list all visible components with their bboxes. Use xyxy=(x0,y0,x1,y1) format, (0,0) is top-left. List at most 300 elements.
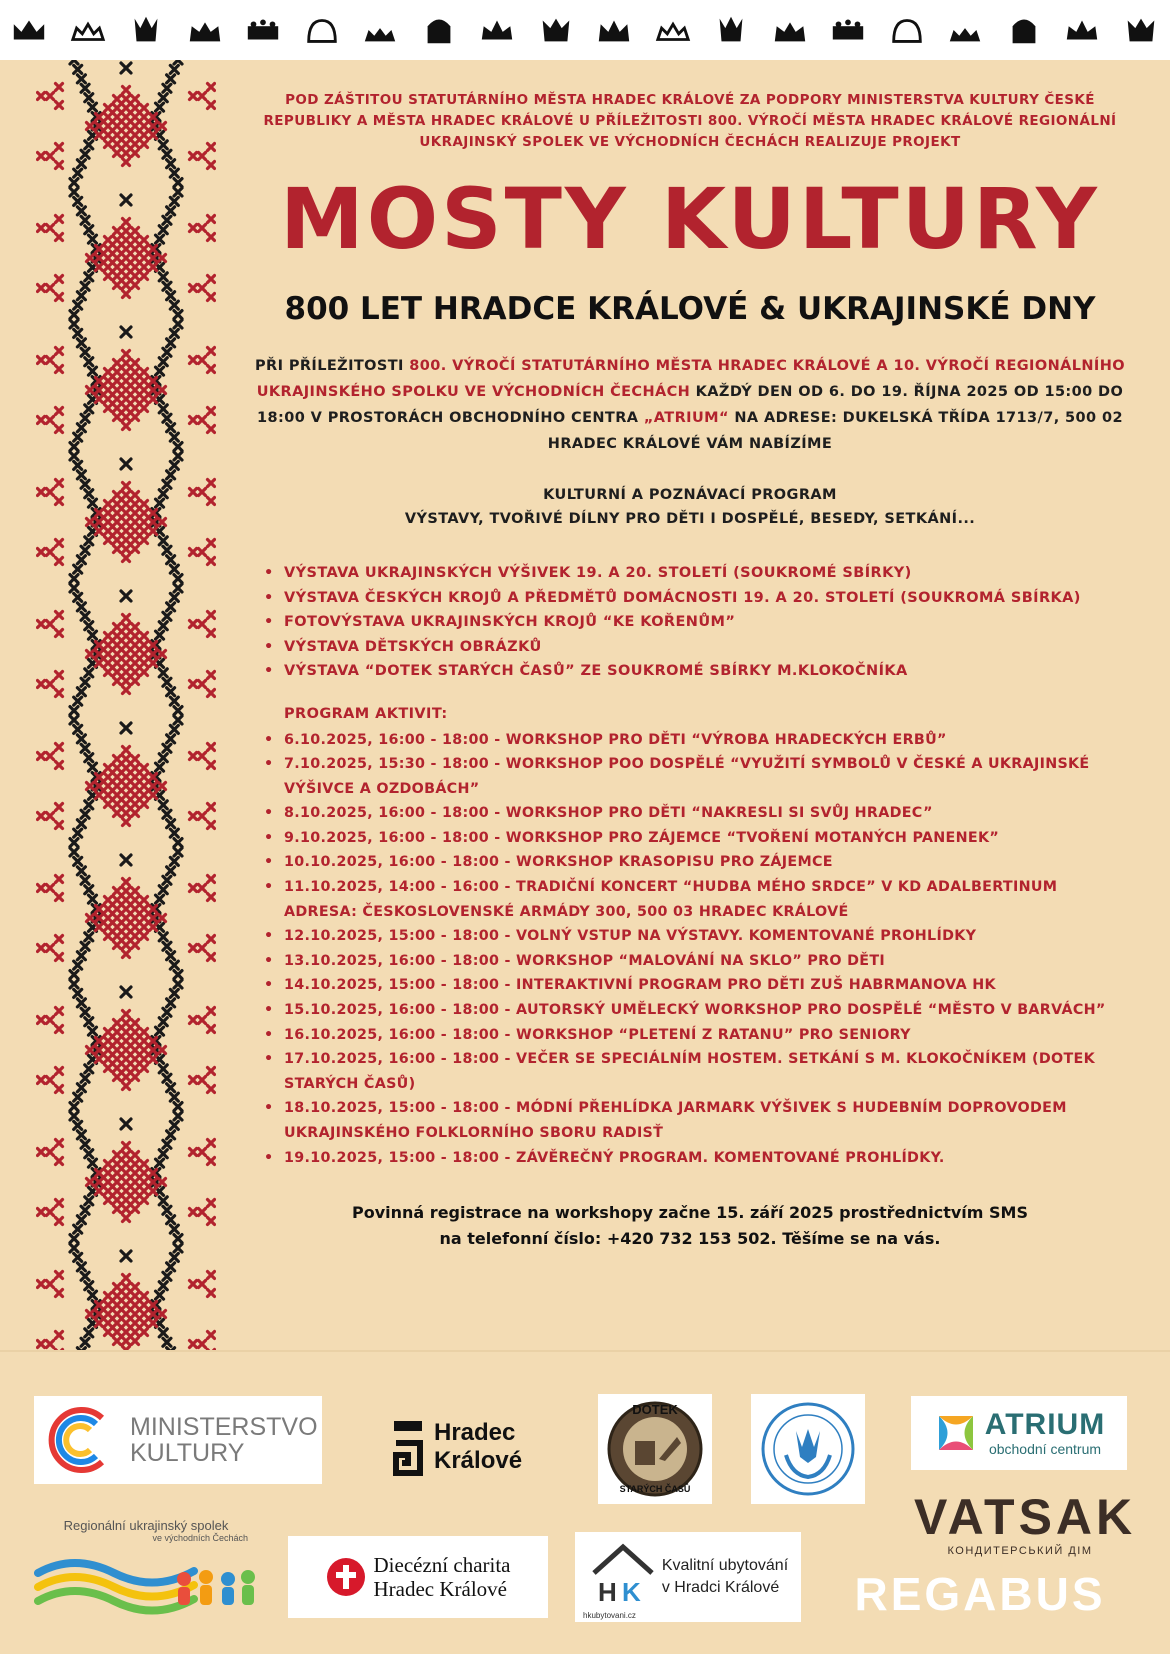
stitch xyxy=(132,369,139,376)
stitch xyxy=(170,697,178,705)
program-intro-line: VÝSTAVY, TVOŘIVÉ DÍLNY PRO DĚTI I DOSPĚLÉ, BESEDY, SETKÁNÍ... xyxy=(404,511,976,527)
stitch xyxy=(208,480,215,487)
stitch xyxy=(38,885,45,892)
stitch xyxy=(132,1029,139,1036)
stitch xyxy=(47,417,54,424)
stitch xyxy=(70,1103,78,1111)
stitch xyxy=(199,357,206,364)
stitch xyxy=(123,291,130,298)
atrium-name: ATRIUM xyxy=(984,1408,1106,1441)
stitch xyxy=(174,716,182,724)
stitch xyxy=(123,1074,130,1081)
stitch xyxy=(114,651,121,658)
stitch xyxy=(114,237,121,244)
page-title: MOSTY KULTURY xyxy=(280,170,1100,268)
stitch xyxy=(141,792,148,799)
stitch xyxy=(56,498,63,505)
stitch xyxy=(132,96,139,103)
stitch xyxy=(70,1112,78,1120)
stitch xyxy=(70,980,78,988)
stitch xyxy=(132,537,139,544)
stitch xyxy=(123,528,130,535)
stitch xyxy=(74,829,82,837)
stitch xyxy=(123,1197,130,1204)
stitch xyxy=(114,96,121,103)
stitch xyxy=(208,954,215,961)
stitch xyxy=(174,1244,182,1252)
stitch xyxy=(159,273,167,281)
stitch xyxy=(114,405,121,412)
stitch xyxy=(56,744,63,751)
stitch xyxy=(159,123,166,130)
stitch xyxy=(163,744,171,752)
stitch xyxy=(105,123,112,130)
stitch xyxy=(141,1329,148,1336)
stitch xyxy=(159,1150,167,1158)
stitch xyxy=(87,1047,94,1054)
stitch xyxy=(141,1056,148,1063)
stitch xyxy=(105,660,112,667)
stitch xyxy=(190,813,197,820)
stitch xyxy=(56,1290,63,1297)
stitch xyxy=(141,105,148,112)
stitch xyxy=(123,1329,130,1336)
stitch xyxy=(47,489,54,496)
stitch xyxy=(141,369,148,376)
stitch xyxy=(114,378,121,385)
stitch xyxy=(74,169,82,177)
stitch xyxy=(123,546,130,553)
stitch xyxy=(208,366,215,373)
stitch xyxy=(121,1251,131,1261)
stitch xyxy=(208,894,215,901)
stitch xyxy=(132,651,139,658)
stitch xyxy=(114,141,121,148)
stitch xyxy=(87,915,94,922)
stitch xyxy=(159,94,167,102)
stitch xyxy=(70,188,78,196)
stitch xyxy=(114,369,121,376)
stitch xyxy=(132,810,139,817)
stitch xyxy=(170,197,178,205)
stitch xyxy=(132,396,139,403)
logo-dotek xyxy=(598,1394,712,1504)
stitch xyxy=(170,65,178,73)
stitch xyxy=(163,1074,171,1082)
stitch xyxy=(123,1302,130,1309)
stitch xyxy=(174,848,182,856)
stitch xyxy=(141,264,148,271)
stitch xyxy=(114,1311,121,1318)
stitch xyxy=(114,1161,121,1168)
stitch xyxy=(56,672,63,679)
stitch xyxy=(114,1065,121,1072)
stitch xyxy=(81,876,89,884)
stitch xyxy=(208,762,215,769)
stitch xyxy=(174,311,182,319)
stitch xyxy=(132,228,139,235)
stitch xyxy=(56,102,63,109)
stitch xyxy=(159,1047,166,1054)
stitch xyxy=(105,897,112,904)
stitch xyxy=(163,1140,171,1148)
stitch xyxy=(123,159,130,166)
stitch xyxy=(150,924,157,931)
stitch xyxy=(74,1093,82,1101)
stitch xyxy=(141,801,148,808)
stitch xyxy=(77,688,85,696)
stitch xyxy=(74,329,82,337)
stitch xyxy=(74,989,82,997)
stitch xyxy=(123,96,130,103)
stitch xyxy=(114,897,121,904)
stitch xyxy=(74,725,82,733)
lead-part: NA ADRESE: DUKELSKÁ TŘÍDA 1713/7, 500 02 HRADEC KRÁLOVÉ VÁM NABÍZÍME xyxy=(547,410,1123,452)
stitch xyxy=(141,633,148,640)
stitch xyxy=(159,405,167,413)
stitch xyxy=(141,783,148,790)
stitch xyxy=(114,783,121,790)
stitch xyxy=(163,810,171,818)
stitch xyxy=(81,84,89,92)
stitch xyxy=(123,492,130,499)
stitch xyxy=(141,405,148,412)
registration-line: na telefonní číslo: +420 732 153 502. Těšíme se na vás. xyxy=(439,1229,941,1249)
stitch xyxy=(85,669,93,677)
stitch xyxy=(114,633,121,640)
logo-atrium xyxy=(911,1396,1127,1470)
stitch xyxy=(141,237,148,244)
stitch xyxy=(114,1206,121,1213)
stitch xyxy=(123,633,130,640)
stitch xyxy=(121,63,131,73)
stitch xyxy=(105,519,112,526)
stitch xyxy=(96,528,103,535)
stitch xyxy=(96,1188,103,1195)
stitch xyxy=(114,282,121,289)
stitch xyxy=(170,169,178,177)
stitch xyxy=(208,408,215,415)
logo-ministry xyxy=(34,1396,322,1484)
stitch xyxy=(88,895,96,903)
stitch xyxy=(74,961,82,969)
stitch xyxy=(150,528,157,535)
stitch xyxy=(163,414,171,422)
stitch xyxy=(70,971,78,979)
stitch xyxy=(121,459,131,469)
stitch xyxy=(170,433,178,441)
stitch xyxy=(132,114,139,121)
stitch xyxy=(56,1140,63,1147)
stitch xyxy=(159,915,166,922)
stitch xyxy=(87,387,94,394)
stitch xyxy=(56,1068,63,1075)
stitch xyxy=(123,87,130,94)
crown-icon xyxy=(888,11,926,49)
list-item: • 12.10.2025, 15:00 - 18:00 - VOLNÝ VSTUP NA VÝSTAVY. KOMENTOVANÉ PROHLÍDKY xyxy=(272,924,1130,949)
stitch xyxy=(96,792,103,799)
stitch xyxy=(174,707,182,715)
crown-icon xyxy=(1122,11,1160,49)
stitch xyxy=(85,405,93,413)
stitch xyxy=(88,631,96,639)
stitch xyxy=(123,933,130,940)
stitch xyxy=(87,1179,94,1186)
stitch xyxy=(174,980,182,988)
stitch xyxy=(85,933,93,941)
stitch xyxy=(105,801,112,808)
svg-text:H: H xyxy=(597,1577,617,1607)
stitch xyxy=(88,367,96,375)
stitch xyxy=(167,160,175,168)
stitch xyxy=(123,1179,130,1186)
stitch xyxy=(114,765,121,772)
stitch xyxy=(208,1200,215,1207)
stitch xyxy=(123,123,130,130)
stitch xyxy=(56,216,63,223)
stitch xyxy=(70,311,78,319)
stitch xyxy=(141,765,148,772)
stitch xyxy=(141,114,148,121)
stitch xyxy=(167,820,175,828)
stitch xyxy=(167,339,175,347)
stitch xyxy=(167,867,175,875)
stitch xyxy=(77,424,85,432)
stitch xyxy=(132,624,139,631)
stitch xyxy=(159,801,167,809)
stitch xyxy=(105,528,112,535)
stitch xyxy=(105,933,112,940)
stitch xyxy=(159,358,167,366)
stitch xyxy=(199,813,206,820)
stitch xyxy=(56,234,63,241)
patronage-intro: POD ZÁŠTITOU STATUTÁRNÍHO MĚSTA HRADEC KRÁLOVÉ ZA PODPORY MINISTERSTVA KULTURY ČESKÉ REPUBLIKY A MĚSTA HRADEC KRÁLOVÉ U PŘÍLEŽITOSTI 800. VÝROČÍ MĚSTA HRADEC KRÁLOVÉ REGIONÁLNÍ UKRAJINSKÝ SPOLEK VE VÝCHODNÍCH ČECHÁCH REALIZUJE PROJEKT xyxy=(263,92,1117,150)
stitch xyxy=(81,480,89,488)
stitch xyxy=(105,1065,112,1072)
stitch xyxy=(190,1149,197,1156)
stitch xyxy=(114,942,121,949)
stitch xyxy=(141,1302,148,1309)
stitch xyxy=(141,915,148,922)
stitch xyxy=(114,1197,121,1204)
stitch xyxy=(114,1038,121,1045)
stitch xyxy=(77,603,85,611)
stitch xyxy=(199,153,206,160)
stitch xyxy=(132,669,139,676)
stitch xyxy=(159,490,167,498)
stitch xyxy=(114,1056,121,1063)
stitch xyxy=(159,1179,166,1186)
stitch xyxy=(105,774,112,781)
stitch xyxy=(114,1179,121,1186)
sponsor-logos xyxy=(0,1350,1170,1654)
stitch xyxy=(170,461,178,469)
stitch xyxy=(132,150,139,157)
stitch xyxy=(123,924,130,931)
stitch xyxy=(132,1161,139,1168)
stitch xyxy=(70,443,78,451)
stitch xyxy=(74,65,82,73)
stitch xyxy=(105,1179,112,1186)
stitch xyxy=(208,690,215,697)
crown-icon xyxy=(186,11,224,49)
stitch xyxy=(208,744,215,751)
stitch xyxy=(70,707,78,715)
stitch xyxy=(132,1179,139,1186)
stitch xyxy=(123,1206,130,1213)
stitch xyxy=(141,273,148,280)
crown-icon xyxy=(478,11,516,49)
stitch xyxy=(163,1272,171,1280)
stitch xyxy=(132,1074,139,1081)
stitch xyxy=(132,255,139,262)
list-item: • 19.10.2025, 15:00 - 18:00 - ZÁVĚREČNÝ PROGRAM. KOMENTOVANÉ PROHLÍDKY. xyxy=(272,1146,1130,1171)
svg-text:K: K xyxy=(621,1577,641,1607)
stitch xyxy=(47,93,54,100)
stitch xyxy=(163,216,171,224)
stitch xyxy=(96,264,103,271)
stitch xyxy=(163,546,171,554)
crown-icon xyxy=(127,11,165,49)
stitch xyxy=(190,357,197,364)
hradec-name: Králové xyxy=(434,1447,523,1474)
stitch xyxy=(123,264,130,271)
stitch xyxy=(47,153,54,160)
stitch xyxy=(56,630,63,637)
stitch xyxy=(208,1026,215,1033)
stitch xyxy=(123,1152,130,1159)
stitch xyxy=(123,1161,130,1168)
stitch xyxy=(123,906,130,913)
stitch xyxy=(47,357,54,364)
stitch xyxy=(123,897,130,904)
stitch xyxy=(190,417,197,424)
stitch xyxy=(199,417,206,424)
stitch xyxy=(159,933,167,941)
stitch xyxy=(208,630,215,637)
stitch xyxy=(123,624,130,631)
stitch xyxy=(141,933,148,940)
stitch xyxy=(123,141,130,148)
stitch xyxy=(114,150,121,157)
stitch xyxy=(56,1218,63,1225)
stitch xyxy=(88,1159,96,1167)
lead-paragraph xyxy=(250,353,1130,457)
stitch xyxy=(208,540,215,547)
stitch xyxy=(159,1197,167,1205)
stitch xyxy=(123,951,130,958)
stitch xyxy=(170,593,178,601)
stitch xyxy=(123,765,130,772)
stitch xyxy=(114,1302,121,1309)
stitch xyxy=(174,1103,182,1111)
stitch xyxy=(77,1216,85,1224)
stitch xyxy=(190,945,197,952)
stitch xyxy=(208,162,215,169)
stitch xyxy=(114,105,121,112)
stitch xyxy=(105,1320,112,1327)
stitch xyxy=(74,1253,82,1261)
society-name: Regionální ukrajinský spolek xyxy=(63,1518,229,1533)
stitch xyxy=(208,144,215,151)
stitch xyxy=(174,575,182,583)
stitch xyxy=(132,132,139,139)
stitch xyxy=(56,954,63,961)
stitch xyxy=(105,141,112,148)
stitch xyxy=(132,1338,139,1345)
stitch xyxy=(132,1302,139,1309)
stitch xyxy=(123,237,130,244)
stitch xyxy=(150,264,157,271)
stitch xyxy=(123,1083,130,1090)
stitch xyxy=(85,1282,93,1290)
list-item: • FOTOVÝSTAVA UKRAJINSKÝCH KROJŮ “KE KOŘENŮM” xyxy=(272,610,1130,635)
stitch xyxy=(56,276,63,283)
stitch xyxy=(132,1293,139,1300)
stitch xyxy=(132,1197,139,1204)
stitch xyxy=(105,387,112,394)
stitch xyxy=(74,461,82,469)
stitch xyxy=(123,423,130,430)
stitch xyxy=(190,549,197,556)
stitch xyxy=(77,1263,85,1271)
stitch xyxy=(123,378,130,385)
stitch xyxy=(208,348,215,355)
stitch xyxy=(70,1244,78,1252)
stitch xyxy=(132,1152,139,1159)
stitch xyxy=(150,132,157,139)
stitch xyxy=(123,1320,130,1327)
stitch xyxy=(96,132,103,139)
stitch xyxy=(47,813,54,820)
stitch xyxy=(123,105,130,112)
stitch xyxy=(132,924,139,931)
stitch xyxy=(38,1149,45,1156)
stitch xyxy=(87,123,94,130)
stitch xyxy=(114,924,121,931)
stitch xyxy=(208,276,215,283)
stitch xyxy=(74,857,82,865)
program-intro-line: KULTURNÍ A POZNÁVACÍ PROGRAM xyxy=(543,487,837,503)
stitch xyxy=(199,225,206,232)
stitch xyxy=(123,132,130,139)
stitch xyxy=(123,1038,130,1045)
stitch xyxy=(77,339,85,347)
stitch xyxy=(159,255,166,262)
stitch xyxy=(114,1338,121,1345)
stitch xyxy=(70,179,78,187)
stitch xyxy=(132,897,139,904)
stitch xyxy=(159,622,167,630)
crown-icon xyxy=(712,11,750,49)
stitch xyxy=(167,999,175,1007)
stitch xyxy=(190,753,197,760)
stitch xyxy=(132,756,139,763)
stitch xyxy=(163,1008,171,1016)
stitch xyxy=(87,519,94,526)
stitch xyxy=(123,1188,130,1195)
stitch xyxy=(114,669,121,676)
atrium-mark-icon xyxy=(933,1410,979,1456)
stitch xyxy=(132,1320,139,1327)
stitch xyxy=(199,681,206,688)
stitch xyxy=(81,744,89,752)
stitch xyxy=(70,1235,78,1243)
stitch xyxy=(77,820,85,828)
stitch xyxy=(105,537,112,544)
stitch xyxy=(123,615,130,622)
stitch xyxy=(85,801,93,809)
